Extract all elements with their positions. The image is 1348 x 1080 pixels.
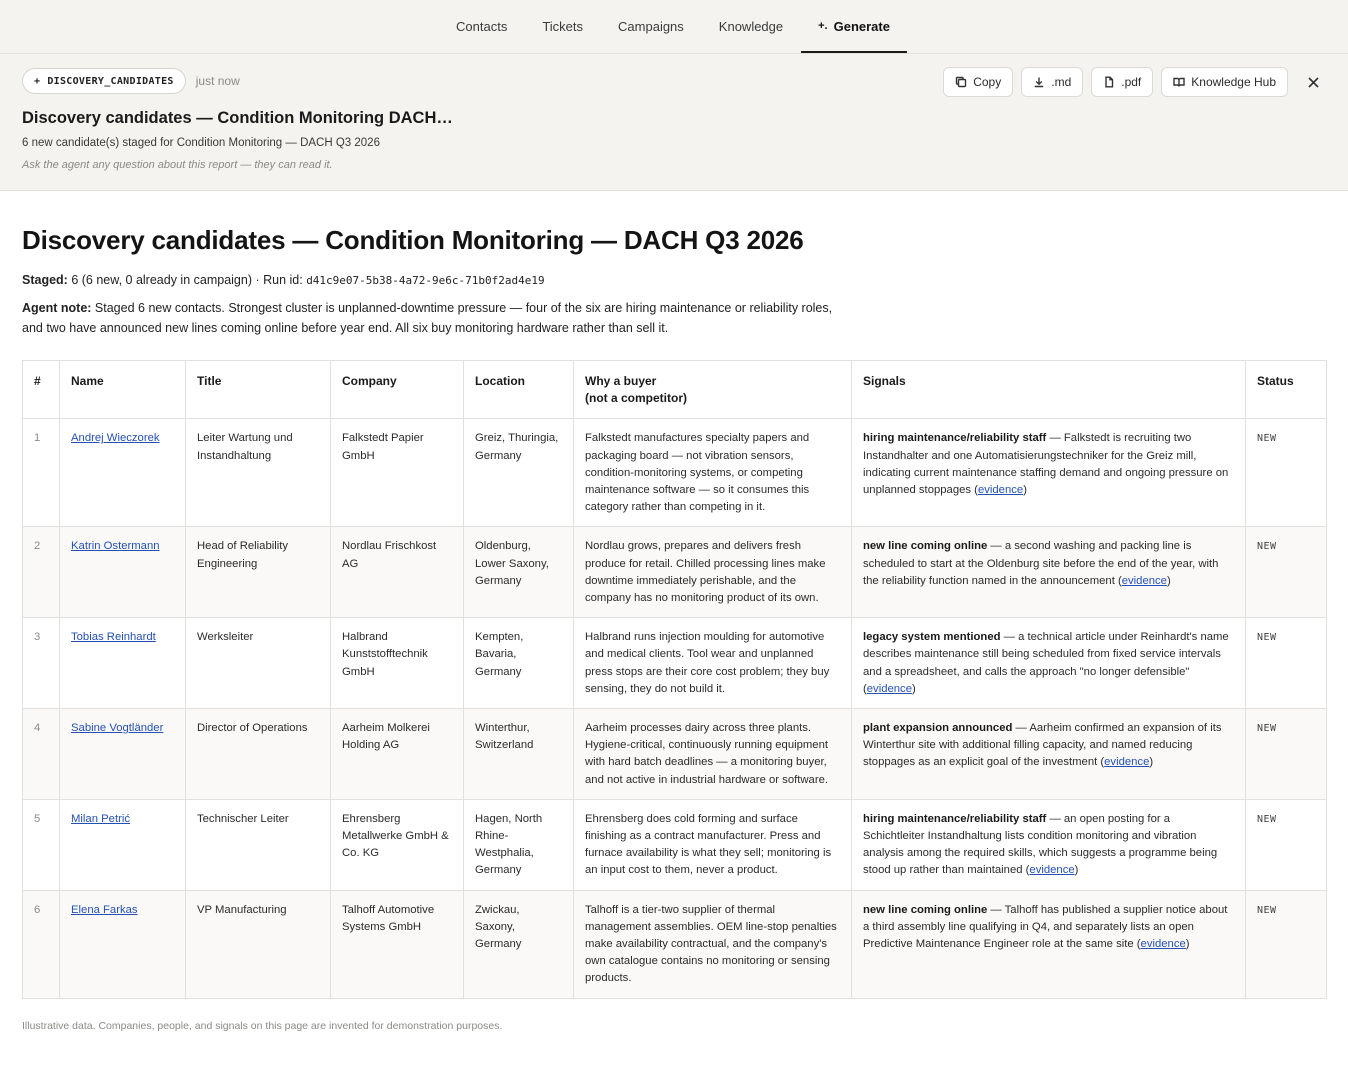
tab-generate[interactable] <box>801 0 908 53</box>
agent-note-text: Staged 6 new contacts. Strongest cluster is unplanned-downtime pressure — four of the six are hiring maintenance or reliability roles, and two have announced new lines coming online before year end. All six buy monitoring hardware rather than sell it. <box>22 301 833 335</box>
signal-text: — a second washing and packing line is scheduled to start at the Oldenburg site before the end of the year, with the reliability function named in the announcement ( <box>863 540 1219 587</box>
table-row <box>23 890 1327 998</box>
timestamp: just now <box>195 74 240 88</box>
cell-why-buyer: Aarheim processes dairy across three plants. Hygiene-critical, continuously running equipment with hard batch deadlines — a monitoring buyer, and not active in industrial hardware or software. <box>574 709 852 800</box>
tab-contacts[interactable] <box>439 0 525 53</box>
cell-signals <box>852 709 1246 800</box>
download-pdf-button[interactable] <box>1091 67 1153 97</box>
status-badge: NEW <box>1257 813 1277 825</box>
cell-company: Aarheim Molkerei Holding AG <box>331 709 464 800</box>
cell-location: Zwickau, Saxony, Germany <box>464 890 574 998</box>
status-badge: NEW <box>1257 904 1277 916</box>
book-icon <box>1173 76 1185 88</box>
cell-location: Hagen, North Rhine-Westphalia, Germany <box>464 799 574 890</box>
header-title: Discovery candidates — Condition Monitoring DACH… <box>22 109 453 127</box>
staged-label: Staged: <box>22 273 68 287</box>
row-number: 5 <box>23 799 60 890</box>
cell-location: Greiz, Thuringia, Germany <box>464 419 574 527</box>
signal-close: ) <box>1074 864 1079 877</box>
cell-why-buyer: Nordlau grows, prepares and delivers fresh produce for retail. Chilled processing lines make downtime immediately perishable, and the company has no monitoring product of its own. <box>574 527 852 618</box>
row-number: 6 <box>23 890 60 998</box>
tab-tickets[interactable] <box>525 0 601 53</box>
cell-title: Leiter Wartung und Instandhaltung <box>186 419 331 527</box>
cell-why-buyer: Ehrensberg does cold forming and surface finishing as a contract manufacturer. Press and furnace availability is what they sell; monitoring is an input cost to them, never a product. <box>574 799 852 890</box>
knowledge-hub-button[interactable] <box>1161 67 1288 97</box>
tab-label: Generate <box>833 18 890 34</box>
cell-why-buyer: Talhoff is a tier-two supplier of thermal management assemblies. OEM line-stop penalties make availability contractual, and the company's own catalogue contains no monitoring or sensing products. <box>574 890 852 998</box>
table-row <box>23 618 1327 709</box>
cell-title: VP Manufacturing <box>186 890 331 998</box>
signal-type: legacy system mentioned <box>863 631 1001 644</box>
copy-label: Copy <box>973 75 1002 89</box>
signal-type: hiring maintenance/reliability staff <box>863 812 1047 825</box>
row-number: 3 <box>23 618 60 709</box>
signal-close: ) <box>1149 756 1154 769</box>
cell-title: Director of Operations <box>186 709 331 800</box>
staged-value: 6 (6 new, 0 already in campaign) · Run id: <box>71 273 303 287</box>
cell-name <box>60 799 186 890</box>
evidence-link[interactable]: evidence <box>1104 756 1150 769</box>
row-number: 4 <box>23 709 60 800</box>
cell-location: Kempten, Bavaria, Germany <box>464 618 574 709</box>
signal-type: hiring maintenance/reliability staff <box>863 432 1047 445</box>
signal-text: — Talhoff has published a supplier notice about a third assembly line qualifying in Q4, and separately lists an open Predictive Maintenance Engineer role at the same site ( <box>863 903 1228 951</box>
status-badge: NEW <box>1257 541 1277 553</box>
footer-disclaimer: Illustrative data. Companies, people, and signals on this page are invented for demonstration purposes. <box>22 1019 503 1032</box>
cell-name <box>60 527 186 618</box>
contact-link[interactable]: Tobias Reinhardt <box>71 631 156 644</box>
report-meta <box>22 273 1326 287</box>
cell-status <box>1246 890 1327 998</box>
tab-label: Campaigns <box>618 18 684 34</box>
report-body <box>0 191 1348 1032</box>
plus-icon: + <box>34 75 41 87</box>
run-id: d41c9e07-5b38-4a72-9e6c-71b0f2ad4e19 <box>306 274 545 287</box>
cell-title: Head of Reliability Engineering <box>186 527 331 618</box>
status-badge: NEW <box>1257 723 1277 735</box>
report-type-label: DISCOVERY_CANDIDATES <box>47 75 174 87</box>
cell-company: Talhoff Automotive Systems GmbH <box>331 890 464 998</box>
column-header-location: Location <box>464 361 574 419</box>
signal-close: ) <box>912 682 916 695</box>
signal-text: — Falkstedt is recruiting two Instandhalter and one Automatisierungstechniker for the Greiz mill, indicating current maintenance staffing demand and ongoing pressure on unplanned stoppages ( <box>863 432 1229 497</box>
status-badge: NEW <box>1257 433 1277 445</box>
tab-knowledge[interactable] <box>701 0 800 53</box>
cell-signals <box>852 527 1246 618</box>
cell-title: Werksleiter <box>186 618 331 709</box>
column-header-why-line1: Why a buyer <box>585 374 657 388</box>
row-number: 2 <box>23 527 60 618</box>
cell-company: Ehrensberg Metallwerke GmbH & Co. KG <box>331 799 464 890</box>
tab-campaigns[interactable] <box>601 0 702 53</box>
copy-button[interactable] <box>943 67 1013 97</box>
signal-text: — a technical article under Reinhardt's name describes maintenance still being scheduled from fixed service intervals and a spreadsheet, and calls the approach "no longer defensible" ( <box>863 631 1229 695</box>
contact-link[interactable]: Katrin Ostermann <box>71 540 160 553</box>
nav-tabs <box>439 0 908 53</box>
column-header-signals: Signals <box>852 361 1246 419</box>
agent-note <box>22 298 852 338</box>
report-title: Discovery candidates — Condition Monitoring — DACH Q3 2026 <box>22 225 804 255</box>
download-icon <box>1033 76 1045 88</box>
column-header-title: Title <box>186 361 331 419</box>
top-nav <box>0 0 1348 54</box>
cell-status <box>1246 527 1327 618</box>
download-md-label: .md <box>1051 75 1072 89</box>
sparkle-icon: +. <box>818 20 828 32</box>
download-md-button[interactable] <box>1021 67 1083 97</box>
contact-link[interactable]: Elena Farkas <box>71 903 138 916</box>
signal-type: new line coming online <box>863 540 988 553</box>
cell-signals <box>852 799 1246 890</box>
column-header-number: # <box>23 361 60 419</box>
evidence-link[interactable]: evidence <box>977 484 1024 497</box>
cell-status <box>1246 618 1327 709</box>
candidates-table <box>22 360 1327 999</box>
header-hint: Ask the agent any question about this report — they can read it. <box>22 159 333 171</box>
signal-type: plant expansion announced <box>863 722 1013 735</box>
report-header <box>0 54 1348 191</box>
cell-signals <box>852 419 1246 527</box>
close-button[interactable] <box>1300 67 1326 97</box>
cell-signals <box>852 890 1246 998</box>
cell-company: Halbrand Kunststofftechnik GmbH <box>331 618 464 709</box>
file-icon <box>1103 76 1115 88</box>
table-row <box>23 709 1327 800</box>
column-header-company: Company <box>331 361 464 419</box>
download-pdf-label: .pdf <box>1121 75 1142 89</box>
report-type-badge <box>22 68 186 94</box>
cell-status <box>1246 419 1327 527</box>
signal-text: — an open posting for a Schichtleiter Instandhaltung lists condition monitoring and vibration analysis among the required skills, which suggests a programme being stood up rather than maintained ( <box>863 812 1218 877</box>
signal-close: ) <box>1166 574 1171 587</box>
evidence-link[interactable]: evidence <box>1029 864 1075 877</box>
table-row <box>23 419 1327 527</box>
cell-location: Oldenburg, Lower Saxony, Germany <box>464 527 574 618</box>
column-header-name: Name <box>60 361 186 419</box>
row-number: 1 <box>23 419 60 527</box>
table-row <box>23 527 1327 618</box>
table-header-row <box>23 361 1327 419</box>
agent-note-label: Agent note: <box>22 301 92 315</box>
cell-location: Winterthur, Switzerland <box>464 709 574 800</box>
evidence-link[interactable]: evidence <box>1121 574 1167 587</box>
cell-company: Nordlau Frischkost AG <box>331 527 464 618</box>
column-header-why-line2: (not a competitor) <box>585 391 687 406</box>
evidence-link[interactable]: evidence <box>1140 938 1186 951</box>
table-body <box>23 419 1327 998</box>
signal-close: ) <box>1023 484 1027 497</box>
signal-type: new line coming online <box>863 903 988 916</box>
tab-label: Tickets <box>542 18 584 34</box>
tab-label: Knowledge <box>718 18 784 34</box>
cell-status <box>1246 799 1327 890</box>
cell-name <box>60 709 186 800</box>
cell-name <box>60 419 186 527</box>
cell-why-buyer: Falkstedt manufactures specialty papers and packaging board — not vibration sensors, condition-monitoring systems, or competing maintenance software — so it consumes this category rather than competing in it. <box>574 419 852 527</box>
table-row <box>23 799 1327 890</box>
knowledge-hub-label: Knowledge Hub <box>1191 75 1276 89</box>
evidence-link[interactable]: evidence <box>866 682 912 695</box>
header-actions <box>943 67 1326 97</box>
cell-name <box>60 618 186 709</box>
column-header-why-buyer <box>574 361 852 419</box>
signal-close: ) <box>1185 938 1190 951</box>
column-header-status: Status <box>1246 361 1327 419</box>
cell-name <box>60 890 186 998</box>
close-icon <box>1308 77 1319 88</box>
header-subtitle: 6 new candidate(s) staged for Condition Monitoring — DACH Q3 2026 <box>22 137 380 149</box>
copy-icon <box>955 76 967 88</box>
cell-company: Falkstedt Papier GmbH <box>331 419 464 527</box>
contact-link[interactable]: Sabine Vogtländer <box>71 722 164 735</box>
contact-link[interactable]: Andrej Wieczorek <box>71 432 160 445</box>
tab-label: Contacts <box>456 18 508 34</box>
cell-status <box>1246 709 1327 800</box>
cell-signals <box>852 618 1246 709</box>
cell-title: Technischer Leiter <box>186 799 331 890</box>
signal-text: — Aarheim confirmed an expansion of its Winterthur site with additional filling capacity, and named reducing stoppages as an explicit goal of the investment ( <box>863 722 1222 769</box>
status-badge: NEW <box>1257 632 1277 644</box>
cell-why-buyer: Halbrand runs injection moulding for automotive and medical clients. Tool wear and unplanned press stops are their core cost problem; they buy sensing, they do not build it. <box>574 618 852 709</box>
contact-link[interactable]: Milan Petrić <box>71 812 131 825</box>
